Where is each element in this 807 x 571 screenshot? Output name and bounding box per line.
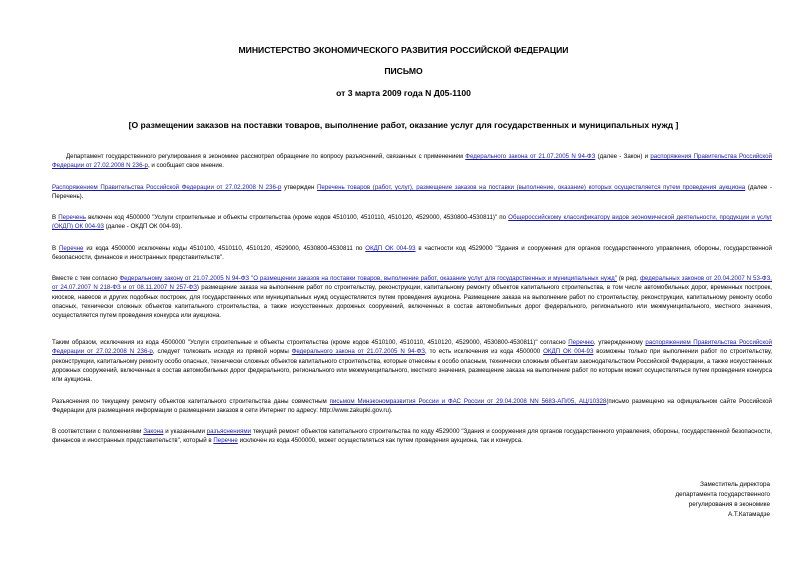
paragraph-text: (далее - ОКДП ОК 004-93). (103, 223, 183, 231)
legal-reference-link[interactable]: Федерального закона от 21.07.2005 N 94-ФЗ (291, 348, 425, 356)
paragraph-text: исключен из кода 4500000, может осуществляться как путем проведения аукциона, так и конкурса. (237, 437, 523, 445)
paragraph-text: , и сообщает свое мнение. (147, 162, 224, 170)
paragraph-1 (52, 152, 772, 171)
signature-division: регулирования в экономике (688, 501, 770, 508)
legal-reference-link[interactable]: Федеральному закону от 21.07.2005 N 94-ФЗ (119, 275, 250, 282)
paragraph-text: Вместе с тем согласно (52, 275, 120, 282)
paragraph-text: из кода 4500000 исключены коды 4510100, 4510110, 4510120, 4529000, 4530800-4530811 по (83, 245, 366, 252)
paragraph-text: ) размещение заказа на выполнение работ по строительству, реконструкции, капитальному ремонту объектов капитального строительства, в том числе автомобильных дорог, временных построек, киосков, навесов и других подобных построек, для государственных или муниципальных нужд осуществляется путем проведения аукциона. Размещение заказа на выполнение работ по строительству, реконструкции, капитальному ремонту особо опасных, технически сложных объектов капитального строительства, а также искусственных дорожных сооружений, включенных в состав автомобильных дорог федерального, регионального или межмуниципального, местного значения, осуществляется путем проведения конкурса или аукциона. (52, 284, 773, 320)
paragraph-text: (далее - Перечень). (52, 184, 772, 201)
legal-reference-link[interactable]: Общероссийскому классификатору видов экономической деятельности, продукции и услуг (ОКДП) ОК 004-93 (52, 214, 772, 231)
paragraph-text: Разъяснения по текущему ремонту объектов капитального строительства даны совместным (52, 398, 330, 405)
document-date-number: от 3 марта 2009 года N Д05-1100 (336, 88, 471, 98)
legal-reference-link[interactable]: письмом Минэкономразвития России и ФАС России от 29.04.2008 NN 5683-АП/05, АЦ/10328 (329, 398, 607, 405)
paragraph-7 (52, 397, 772, 416)
paragraph-text: Таким образом, исключения из кода 4500000 "Услуги строительные и объекты строительства (кроме кодов 4510100, 4510110, 4510120, 4529000, 4530800-4530811)" согласно (52, 339, 569, 346)
paragraph-3 (52, 213, 772, 232)
paragraph-text: В (52, 214, 59, 221)
paragraph-text: (далее - Закон) и (595, 153, 651, 160)
document-subject: [О размещении заказов на поставки товаров, выполнение работ, оказание услуг для государственных и муниципальных нужд ] (128, 120, 679, 130)
paragraph-text: текущий ремонт объектов капитального строительства по коду 4529000 "Здания и сооружения для органов государственного управления, обороны, государственной безопасности, финансов и иностранных представительств", который в (52, 428, 773, 445)
paragraph-6 (52, 338, 772, 384)
paragraph-text: (письмо размещено на официальном сайте Российской Федерации для размещения информации о размещении заказов в сети Интернет по адресу: http://www.zakupki.gov.ru). (52, 398, 772, 415)
paragraph-text: Департамент государственного регулирования в экономике рассмотрел обращение по вопросу разъяснений, связанных с применением (66, 153, 466, 160)
legal-reference-link[interactable]: Перечень (58, 214, 86, 221)
paragraph-text: В (52, 245, 59, 252)
legal-reference-link[interactable]: федеральных законов от 20.04.2007 N 53-ФЗ, от 24.07.2007 N 218-ФЗ и от 08.11.2007 N 257-ФЗ (52, 275, 772, 292)
legal-reference-link[interactable]: "О размещении заказов на поставки товаров, выполнение работ, оказание услуг для государственных и муниципальных нужд" (249, 275, 617, 282)
document-type: ПИСЬМО (384, 66, 423, 76)
legal-reference-link[interactable]: распоряжением Правительства Российской Федерации от 27.02.2008 N 236-р (52, 339, 772, 356)
legal-reference-link[interactable]: ОКДП ОК 004-93 (543, 348, 594, 356)
legal-reference-link[interactable]: Федерального закона от 21.07.2005 N 94-ФЗ (465, 153, 596, 160)
paragraph-text: , то есть исключения из кода 4500000 (424, 348, 544, 356)
paragraph-text: В соответствии с положениями (52, 428, 144, 435)
legal-reference-link[interactable]: ОКДП ОК 004-93 (365, 245, 416, 252)
paragraph-8 (52, 427, 772, 446)
legal-reference-link[interactable]: распоряжения Правительства Российской Федерации от 27.02.2008 N 236-р (52, 153, 772, 170)
legal-reference-link[interactable]: Перечне (59, 245, 84, 252)
paragraph-text: и указанными (163, 428, 207, 435)
ministry-heading: МИНИСТЕРСТВО ЭКОНОМИЧЕСКОГО РАЗВИТИЯ РОССИЙСКОЙ ФЕДЕРАЦИИ (238, 45, 569, 55)
legal-reference-link[interactable]: Распоряжением Правительства Российской Федерации от 27.02.2008 N 236-р (52, 184, 282, 191)
paragraph-text: , следует толковать исходя из прямой нормы (152, 348, 292, 356)
paragraph-4 (52, 244, 772, 263)
paragraph-text: включен код 4500000 "Услуги строительные и объекты строительства (кроме кодов 4510100, 4510110, 4510120, 4529000, 4530800-4530811)" по (85, 214, 509, 221)
paragraph-text: в частности код 4529000 "Здания и сооружения для органов государственного управления, обороны, государственной безопасности, финансов и иностранных представительств". (52, 245, 772, 262)
paragraph-2 (52, 183, 772, 202)
legal-reference-link[interactable]: Перечню (568, 339, 594, 346)
paragraph-text: утвержден (281, 184, 318, 191)
signature-department: департамента государственного (675, 491, 770, 498)
legal-reference-link[interactable]: Перечне (213, 437, 238, 445)
legal-reference-link[interactable]: Закона (143, 428, 164, 435)
legal-reference-link[interactable]: разъяснениями (206, 428, 252, 435)
paragraph-text: (в ред. (616, 275, 640, 282)
signature-name: А.Т.Катамадзе (727, 511, 770, 518)
signature-title: Заместитель директора (700, 481, 770, 488)
paragraph-text: возможны только при выполнении работ по строительству, реконструкции, капитальному ремонту особо опасных, технически сложных объектов капитального строительства, которые отнесены к особо опасным, технически сложным объектам законодательством Российской Федерации, а также искусственных дорожных сооружений, включенных в состав автомобильных дорог федерального, регионального или межмуниципального, местного значения, размещение заказа на выполнение работ по которым может осуществляться путем проведения конкурса или аукциона. (52, 348, 773, 384)
legal-reference-link[interactable]: Перечень товаров (работ, услуг), размещение заказов на поставки (выполнение, оказание) которых осуществляется путем проведения аукциона (317, 184, 746, 191)
paragraph-5 (52, 274, 772, 320)
paragraph-text: , утвержденному (593, 339, 646, 346)
